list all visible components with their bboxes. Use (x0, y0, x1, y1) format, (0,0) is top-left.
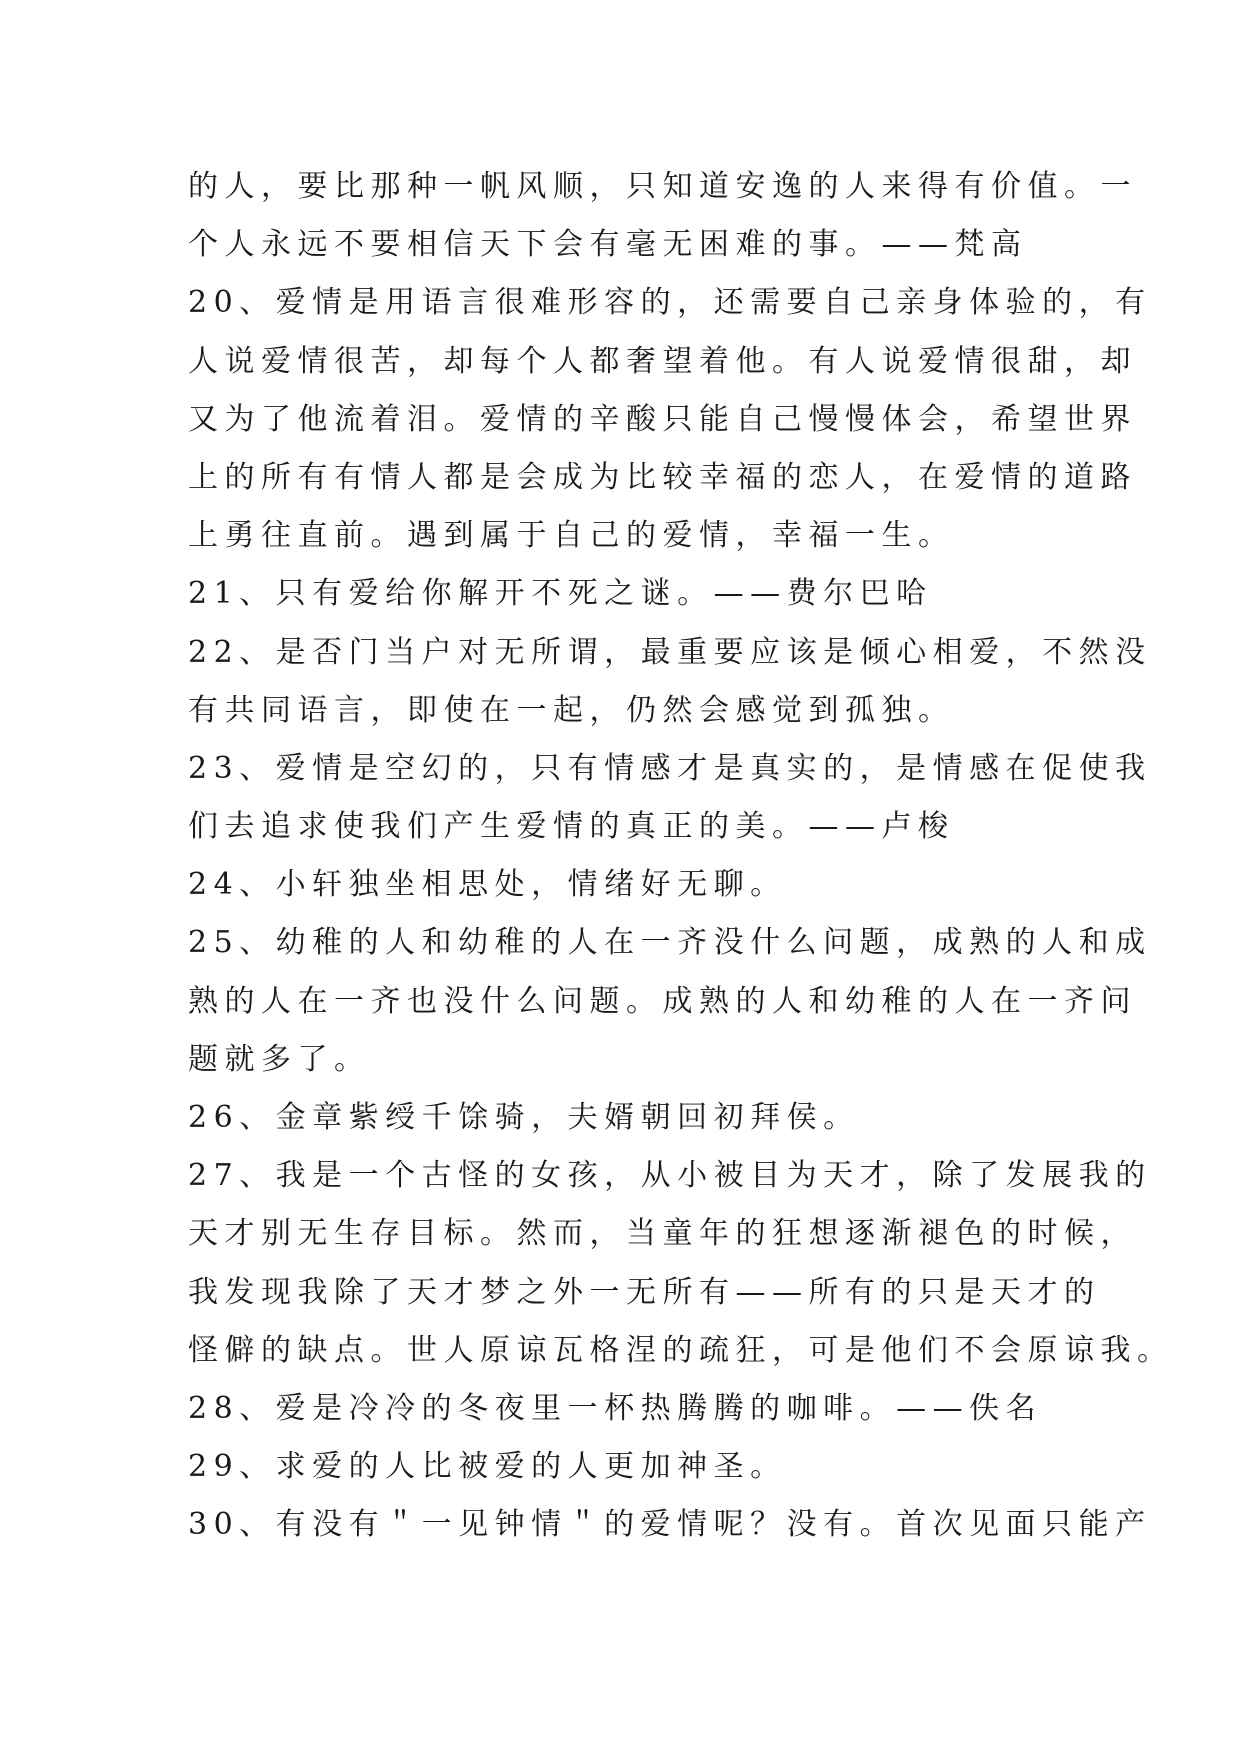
text-line: 上的所有有情人都是会成为比较幸福的恋人，在爱情的道路 (188, 459, 1137, 495)
text-line: 天才别无生存目标。然而，当童年的狂想逐渐褪色的时候， (188, 1216, 1137, 1252)
text-line: 个人永远不要相信天下会有毫无困难的事。——梵高 (188, 227, 1028, 263)
text-line: 23、爱情是空幻的，只有情感才是真实的，是情感在促使我 (188, 750, 1152, 786)
text-line: 26、金章紫绶千馀骑，夫婿朝回初拜侯。 (188, 1100, 860, 1135)
text-line: 怪僻的缺点。世人原谅瓦格涅的疏狂，可是他们不会原谅我。 (188, 1332, 1174, 1368)
text-line: 24、小轩独坐相思处，情绪好无聊。 (188, 867, 787, 903)
text-line: 29、求爱的人比被爱的人更加神圣。 (188, 1449, 787, 1485)
text-line: 30、有没有＂一见钟情＂的爱情呢？没有。首次见面只能产 (188, 1507, 1152, 1543)
text-line: 20、爱情是用语言很难形容的，还需要自己亲身体验的，有 (188, 285, 1152, 321)
text-line: 上勇往直前。遇到属于自己的爱情，幸福一生。 (188, 518, 955, 554)
text-line: 有共同语言，即使在一起，仍然会感觉到孤独。 (188, 692, 955, 728)
text-line: 21、只有爱给你解开不死之谜。——费尔巴哈 (188, 576, 933, 612)
text-line: 人说爱情很苦，却每个人都奢望着他。有人说爱情很甜，却 (188, 343, 1137, 379)
text-line: 我发现我除了天才梦之外一无所有——所有的只是天才的 (188, 1274, 1101, 1310)
text-line: 28、爱是冷冷的冬夜里一杯热腾腾的咖啡。——佚名 (188, 1390, 1043, 1426)
body-text (188, 158, 1174, 1555)
text-line: 又为了他流着泪。爱情的辛酸只能自己慢慢体会，希望世界 (188, 401, 1137, 437)
text-line: 的人，要比那种一帆风顺，只知道安逸的人来得有价值。一 (188, 169, 1137, 204)
text-line: 25、幼稚的人和幼稚的人在一齐没什么问题，成熟的人和成 (188, 925, 1152, 961)
text-line: 们去追求使我们产生爱情的真正的美。——卢梭 (188, 809, 955, 845)
text-line: 27、我是一个古怪的女孩，从小被目为天才，除了发展我的 (188, 1158, 1152, 1194)
text-line: 22、是否门当户对无所谓，最重要应该是倾心相爱，不然没 (188, 634, 1152, 670)
text-line: 熟的人在一齐也没什么问题。成熟的人和幼稚的人在一齐问 (188, 983, 1137, 1019)
text-line: 题就多了。 (188, 1041, 371, 1077)
